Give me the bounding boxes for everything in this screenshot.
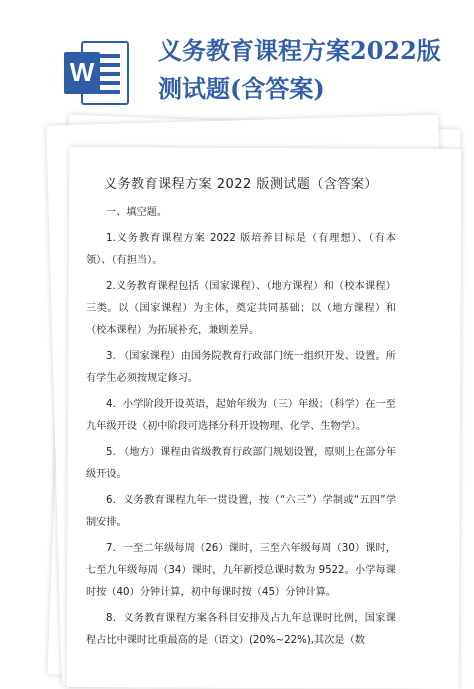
page-title-line-1: 义务教育课程方案2022版 — [158, 36, 441, 65]
word-document-icon — [62, 38, 132, 108]
paragraph: 1.义务教育课程方案 2022 版培养目标是（有理想）、（有本领）、（有担当）。 — [86, 233, 396, 266]
paragraph: 2.义务教育课程包括（国家课程）、（地方课程）和（校本课程）三类。以（国家课程）为主体，奠定共同基础；以（地方课程）和（校本课程）为拓展补充，兼顾差异。 — [86, 281, 396, 336]
word-icon-letter: W — [69, 57, 95, 87]
page-title — [158, 32, 458, 108]
paragraph: 8．义务教育课程方案各科目安排及占九年总课时比例，国家课程占比中课时比重最高的是（语文）(20%~22%),其次是（数 — [86, 613, 396, 646]
paragraph: 3. （国家课程）由国务院教育行政部门统一组织开发、设置。所有学生必须按规定修习。 — [86, 351, 396, 384]
document-body — [86, 174, 396, 652]
paragraph: 5. （地方）课程由省级教育行政部门规划设置，原则上在部分年级开设。 — [86, 447, 396, 480]
paragraph: 7．一至二年级每周（26）课时，三至六年级每周（30）课时，七至九年级每周（34）课时，九年新授总课时数为 9522。小学每课时按（40）分钟计算，初中每课时按（45）分钟计算。 — [86, 543, 396, 598]
paragraph: 4．小学阶段开设英语，起始年级为（三）年级；（科学）在一至九年级开设（初中阶段可选择分科开设物理、化学、生物学）。 — [86, 399, 396, 432]
paragraph: 6．义务教育课程九年一贯设置，按（“六三”）学制或“五四”学制安排。 — [86, 495, 396, 528]
page-title-line-2: 测试题(含答案) — [158, 74, 325, 103]
document-title: 义务教育课程方案 2022 版测试题（含答案） — [104, 177, 378, 192]
paragraph: 一、填空题。 — [106, 207, 168, 218]
